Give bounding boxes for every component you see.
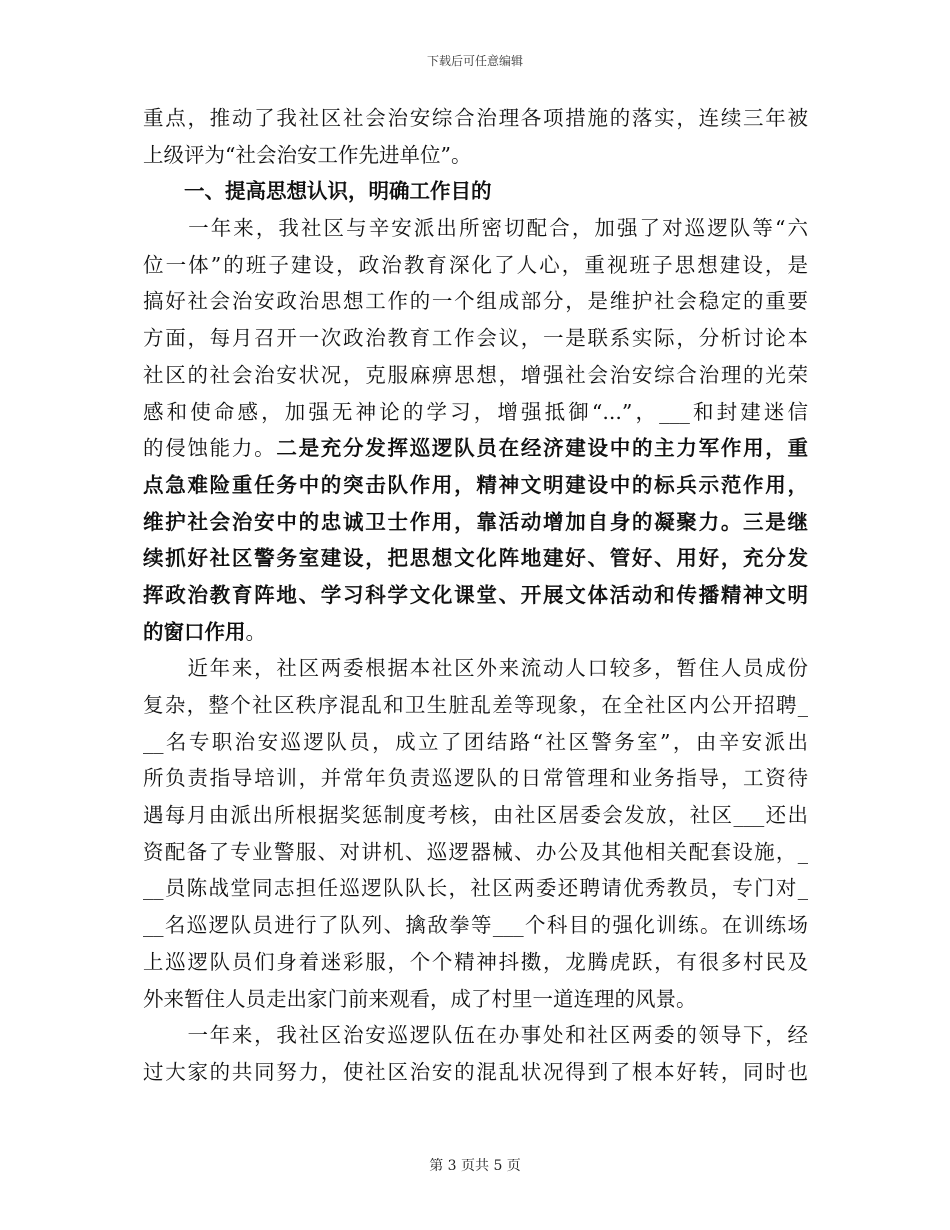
text-line: 重点，推动了我社区社会治安综合治理各项措施的落实，连续三年被 <box>143 106 808 130</box>
text-line: 一年来，我社区与辛安派出所密切配合，加强了对巡逻队等“六 <box>143 216 808 241</box>
text-line: 上巡逻队员们身着迷彩服，个个精神抖擞，龙腾虎跃，有很多村民及 <box>143 949 808 974</box>
text-line: __员陈战堂同志担任巡逻队队长，社区两委还聘请优秀教员，专门对_ <box>143 876 808 901</box>
text-line: __名专职治安巡逻队员，成立了团结路“社区警务室”，由辛安派出 <box>143 729 808 754</box>
text-segment: 。 <box>245 619 266 644</box>
text-line: 资配备了专业警服、对讲机、巡逻器械、办公及其他相关配套设施，_ <box>143 839 808 864</box>
text-line: 所负责指导培训，并常年负责巡逻队的日常管理和业务指导，工资待 <box>143 766 808 791</box>
document-body <box>143 100 808 1091</box>
text-line: 复杂，整个社区秩序混乱和卫生脏乱差等现象，在全社区内公开招聘_ <box>143 693 808 717</box>
text-line: 一年来，我社区治安巡逻队伍在办事处和社区两委的领导下，经 <box>143 1023 808 1048</box>
text-line <box>143 430 808 467</box>
section-heading: 一、提高思想认识，明确工作目的 <box>143 179 492 204</box>
bold-text-line: 点急难险重任务中的突击队作用，精神文明建设中的标兵示范作用， <box>143 472 808 497</box>
text-line: 遇每月由派出所根据奖惩制度考核，由社区居委会发放，社区___还出 <box>143 803 808 828</box>
text-line: 方面，每月召开一次政治教育工作会议，一是联系实际，分析讨论本 <box>143 326 808 351</box>
text-line: 社区的社会治安状况，克服麻痹思想，增强社会治安综合治理的光荣 <box>143 362 808 387</box>
text-line: 感和使命感，加强无神论的学习，增强抵御“...”，___和封建迷信 <box>143 399 808 424</box>
bold-text-line: 挥政治教育阵地、学习科学文化课堂、开展文体活动和传播精神文明 <box>143 582 808 607</box>
page-number: 第 3 页共 5 页 <box>429 1158 521 1174</box>
page-header: 下载后可任意编辑 <box>426 54 523 68</box>
bold-text-segment: 的窗口作用 <box>143 619 246 644</box>
text-line: 近年来，社区两委根据本社区外来流动人口较多，暂住人员成份 <box>143 656 808 681</box>
bold-text-line: 续抓好社区警务室建设，把思想文化阵地建好、管好、用好，充分发 <box>143 546 808 571</box>
text-segment: 的侵蚀能力。 <box>143 436 277 461</box>
text-line: 位一体”的班子建设，政治教育深化了人心，重视班子思想建设，是 <box>143 252 808 277</box>
text-line: 上级评为“社会治安工作先进单位”。 <box>143 142 472 167</box>
bold-text-line <box>143 504 808 541</box>
text-line: 外来暂住人员走出家门前来观看，成了村里一道连理的风景。 <box>143 986 697 1011</box>
bold-text-segment: 维护社会治安中的忠诚卫士作用，靠活动增加自身的凝聚力。三是继 <box>143 509 808 534</box>
text-line <box>143 614 808 651</box>
text-line: 过大家的共同努力，使社区治安的混乱状况得到了根本好转，同时也 <box>143 1059 808 1084</box>
bold-text-segment: 二是充分发挥巡逻队员在经济建设中的主力军作用，重 <box>276 436 808 461</box>
text-line: __名巡逻队员进行了队列、擒敌拳等___个科目的强化训练。在训练场 <box>143 913 808 938</box>
text-line: 搞好社会治安政治思想工作的一个组成部分，是维护社会稳定的重要 <box>143 289 808 314</box>
